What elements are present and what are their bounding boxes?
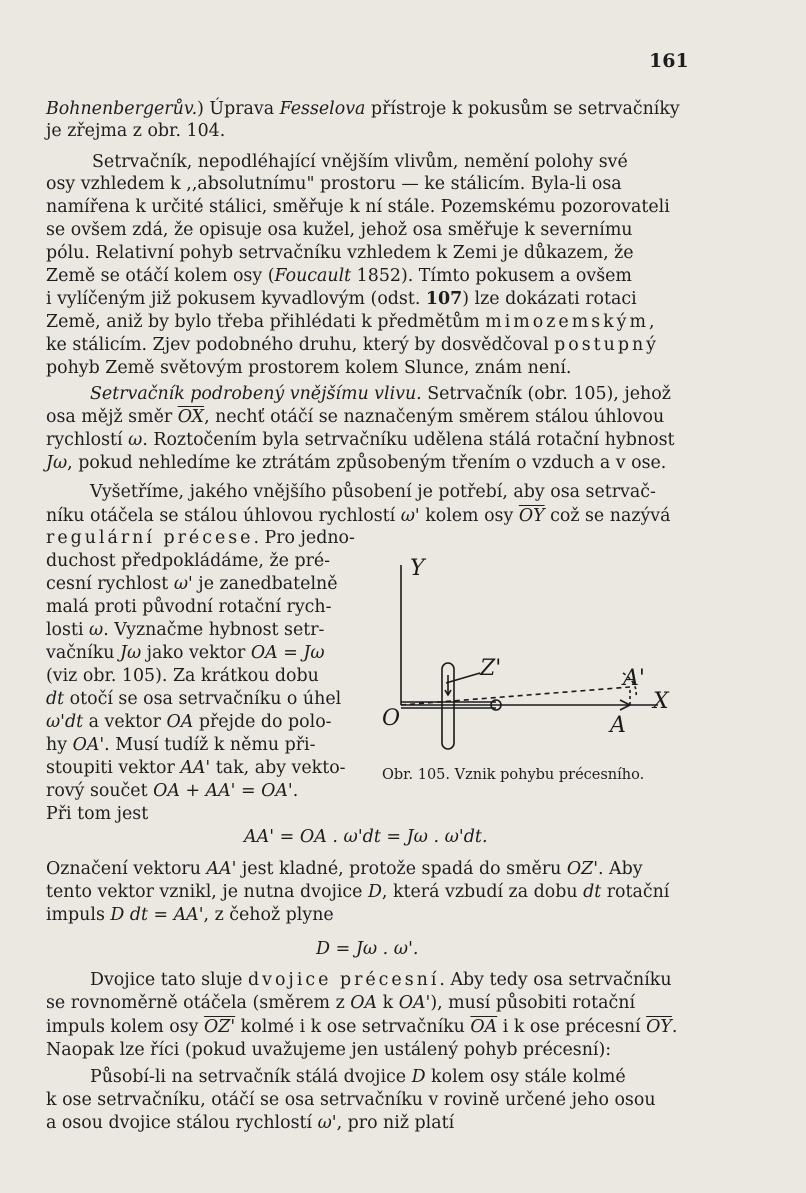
- wrap-line-12: rový součet OA + AA' = OA'.: [46, 781, 299, 801]
- p1-line-1: Bohnenbergerův.) Úprava Fesselova přístroje k pokusům se setrvačníky: [46, 99, 680, 119]
- wrap-line-9: ω'dt a vektor OA přejde do polo-: [46, 712, 332, 732]
- p4-line-2: níku otáčela se stálou úhlovou rychlostí ω' kolem osy $\overline{OY}$ což se nazývá: [46, 506, 671, 526]
- wrap-line-2: duchost předpokládáme, že pré-: [46, 551, 331, 571]
- p2-line-6: Země se otáčí kolem osy (Foucault 1852). Tímto pokusem a ovšem: [46, 266, 632, 286]
- p3-line-1: Setrvačník podrobený vnějšímu vlivu. Setrvačník (obr. 105), jehož: [90, 384, 671, 404]
- p7-line-3: a osou dvojice stálou rychlostí ω', pro niž platí: [46, 1113, 455, 1133]
- p7-line-2: k ose setrvačníku, otáčí se osa setrvačníku v rovině určené jeho osou: [46, 1090, 656, 1110]
- wrap-line-10: hy OA'. Musí tudíž k němu při-: [46, 735, 316, 755]
- label-a-prime: A': [623, 666, 645, 691]
- p3-line-2: osa mějž směr $\overline{OX}$, nechť otáčí se naznačeným směrem stálou úhlovou: [46, 407, 665, 427]
- wrap-line-8: dt otočí se osa setrvačníku o úhel: [46, 689, 342, 709]
- p2-line-4: se ovšem zdá, že opisuje osa kužel, jehož osa směřuje k severnímu: [46, 220, 633, 240]
- p5-line-1: Označení vektoru AA' jest kladné, protože spadá do směru OZ'. Aby: [46, 859, 643, 879]
- p2-line-7: i vylíčeným již pokusem kyvadlovým (odst. 107) lze dokázati rotaci: [46, 289, 637, 309]
- wrap-line-1: regulární précese. Pro jedno-: [46, 528, 355, 548]
- p3-line-4: Jω, pokud nehledíme ke ztrátám způsobeným třením o vzduch a v ose.: [46, 453, 667, 473]
- label-x: X: [653, 689, 669, 714]
- p2-line-8: Země, aniž by bylo třeba přihlédati k předmětům mimozemským,: [46, 312, 655, 332]
- label-o: O: [382, 706, 401, 731]
- wrap-line-6: vačníku Jω jako vektor OA = Jω: [46, 643, 325, 663]
- wrap-line-11: stoupiti vektor AA' tak, aby vekto-: [46, 758, 346, 778]
- wrap-line-3: cesní rychlost ω' je zanedbatelně: [46, 574, 338, 594]
- figure-caption: Obr. 105. Vznik pohybu précesního.: [382, 767, 645, 783]
- p2-line-2: osy vzhledem k ,,absolutnímu" prostoru — ke stálicím. Byla-li osa: [46, 174, 622, 194]
- p4-line-1: Vyšetříme, jakého vnějšího působení je potřebí, aby osa setrvač-: [90, 482, 656, 502]
- p2-line-3: namířena k určité stálici, směřuje k ní stále. Pozemskému pozorovateli: [46, 197, 670, 217]
- label-z-prime: Z': [480, 656, 502, 681]
- p6-line-4: Naopak lze říci (pokud uvažujeme jen ustálený pohyb précesní):: [46, 1040, 612, 1060]
- p7-line-1: Působí-li na setrvačník stálá dvojice D kolem osy stále kolmé: [90, 1067, 626, 1087]
- p2-line-5: pólu. Relativní pohyb setrvačníku vzhledem k Zemi je důkazem, že: [46, 243, 634, 263]
- label-a: A: [610, 713, 626, 738]
- wrap-line-13: Při tom jest: [46, 804, 149, 824]
- p6-line-1: Dvojice tato sluje dvojice précesní. Aby tedy osa setrvačníku: [90, 970, 672, 990]
- p3-line-3: rychlostí ω. Roztočením byla setrvačníku udělena stálá rotační hybnost: [46, 430, 675, 450]
- p2-line-1: Setrvačník, nepodléhající vnějším vlivům, nemění polohy své: [92, 152, 628, 172]
- p1-line-2: je zřejma z obr. 104.: [46, 121, 226, 141]
- equation-1: AA' = OA . ω'dt = Jω . ω'dt.: [244, 827, 488, 847]
- p2-line-10: pohyb Země světovým prostorem kolem Slunce, znám není.: [46, 358, 572, 378]
- p6-line-3: impuls kolem osy OZ' kolmé i k ose setrvačníku $\overline{OA}$ i k ose précesní $\overline{OY}$.: [46, 1017, 678, 1037]
- wrap-line-5: losti ω. Vyznačme hybnost setr-: [46, 620, 325, 640]
- figure-105: [368, 545, 698, 760]
- page-number: 161: [649, 50, 689, 72]
- p2-line-9: ke stálicím. Zjev podobného druhu, který by dosvědčoval postupný: [46, 335, 659, 355]
- wrap-line-7: (viz obr. 105). Za krátkou dobu: [46, 666, 319, 686]
- wrap-line-4: malá proti původní rotační rych-: [46, 597, 332, 617]
- p5-line-2: tento vektor vznikl, je nutna dvojice D, která vzbudí za dobu dt rotační: [46, 882, 670, 902]
- equation-2: D = Jω . ω'.: [316, 939, 419, 959]
- p5-line-3: impuls D dt = AA', z čehož plyne: [46, 905, 334, 925]
- p6-line-2: se rovnoměrně otáčela (směrem z OA k OA'), musí působiti rotační: [46, 993, 636, 1013]
- z-prime-line: [446, 673, 480, 683]
- label-y: Y: [410, 556, 425, 581]
